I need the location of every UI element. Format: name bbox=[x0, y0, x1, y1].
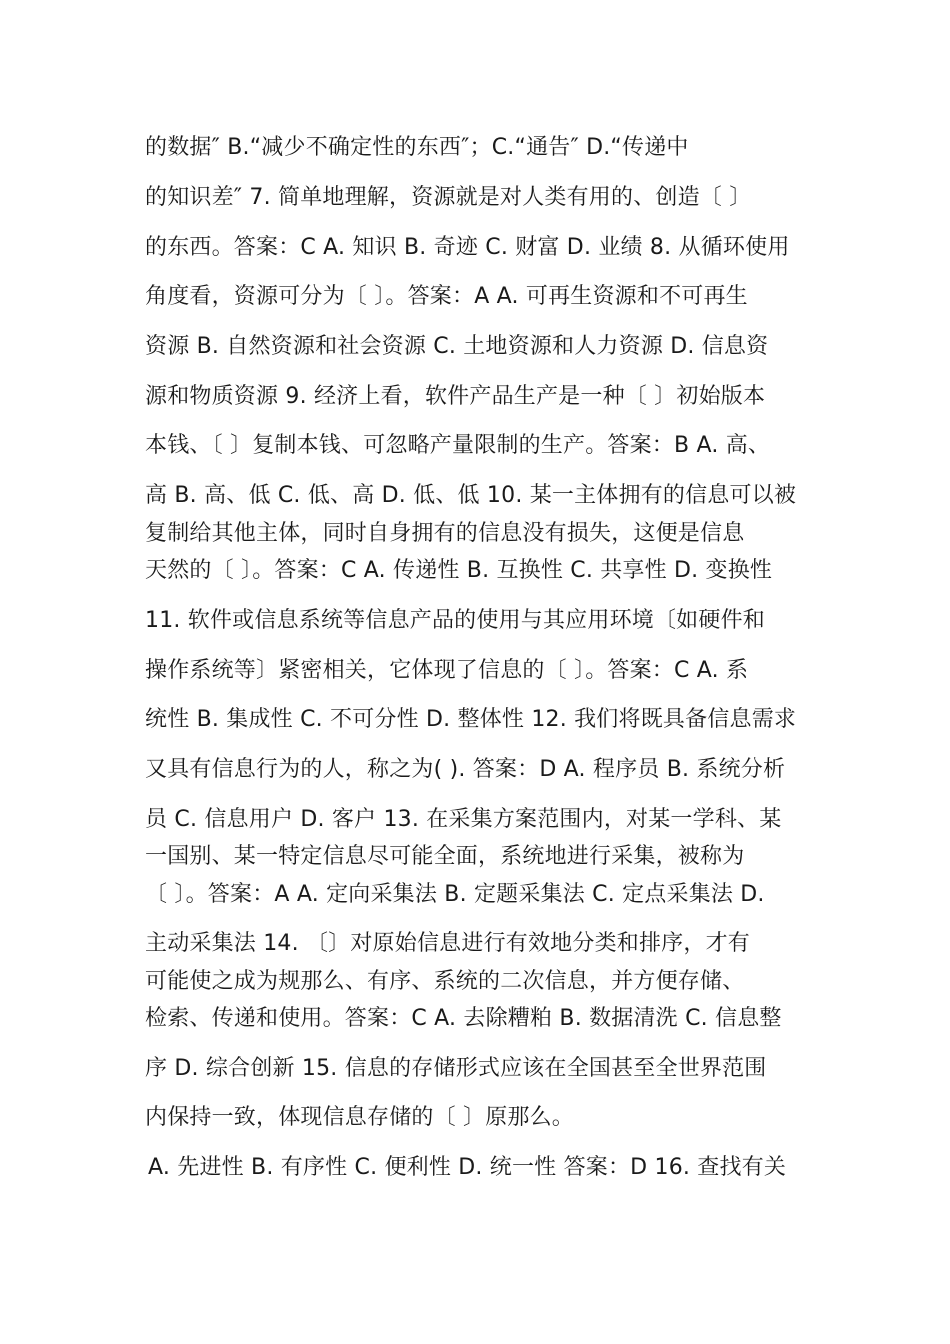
text-line: 本钱、〔 〕复制本钱、可忽略产量限制的生产。答案：B A. 高、 bbox=[145, 433, 771, 458]
text-line: 角度看，资源可分为〔 〕。答案：A A. 可再生资源和不可再生 bbox=[145, 284, 748, 309]
text-line: 〔 〕。答案：A A. 定向采集法 B. 定题采集法 C. 定点采集法 D. bbox=[145, 882, 765, 907]
text-line: 的东西。答案：C A. 知识 B. 奇迹 C. 财富 D. 业绩 8. 从循环使用 bbox=[145, 235, 790, 260]
text-line: 统性 B. 集成性 C. 不可分性 D. 整体性 12. 我们将既具备信息需求 bbox=[145, 707, 797, 732]
text-line: 主动采集法 14. 〔〕对原始信息进行有效地分类和排序，才有 bbox=[145, 931, 750, 956]
text-line: 内保持一致，体现信息存储的〔 〕原那么。 bbox=[145, 1105, 574, 1130]
text-line: 序 D. 综合创新 15. 信息的存储形式应该在全国甚至全世界范围 bbox=[145, 1056, 767, 1081]
text-line: 的知识差″ 7. 简单地理解，资源就是对人类有用的、创造〔 〕 bbox=[145, 185, 752, 210]
text-line: 一国别、某一特定信息尽可能全面，系统地进行采集，被称为 bbox=[145, 844, 745, 869]
text-line: 复制给其他主体，同时自身拥有的信息没有损失，这便是信息 bbox=[145, 521, 745, 546]
text-line: 员 C. 信息用户 D. 客户 13. 在采集方案范围内，对某一学科、某 bbox=[145, 807, 782, 832]
text-line: 检索、传递和使用。答案：C A. 去除糟粕 B. 数据清洗 C. 信息整 bbox=[145, 1006, 782, 1031]
text-line: 天然的〔 〕。答案：C A. 传递性 B. 互换性 C. 共享性 D. 变换性 bbox=[145, 558, 773, 583]
text-line: 可能使之成为规那么、有序、系统的二次信息，并方便存储、 bbox=[145, 969, 745, 994]
text-line: 又具有信息行为的人，称之为( ). 答案：D A. 程序员 B. 系统分析 bbox=[145, 757, 786, 782]
text-line: 高 B. 高、低 C. 低、高 D. 低、低 10. 某一主体拥有的信息可以被 bbox=[145, 483, 797, 508]
text-line: 源和物质资源 9. 经济上看，软件产品生产是一种〔 〕初始版本 bbox=[145, 384, 766, 409]
text-line: 操作系统等〕紧密相关，它体现了信息的〔 〕。答案：C A. 系 bbox=[145, 658, 749, 683]
text-line: 的数据″ B.“减少不确定性的东西″；C.“通告″ D.“传递中 bbox=[145, 135, 689, 160]
text-line: 11. 软件或信息系统等信息产品的使用与其应用环境〔如硬件和 bbox=[145, 608, 765, 633]
text-line: A. 先进性 B. 有序性 C. 便利性 D. 统一性 答案：D 16. 查找有关 bbox=[148, 1155, 787, 1180]
text-line: 资源 B. 自然资源和社会资源 C. 土地资源和人力资源 D. 信息资 bbox=[145, 334, 769, 359]
